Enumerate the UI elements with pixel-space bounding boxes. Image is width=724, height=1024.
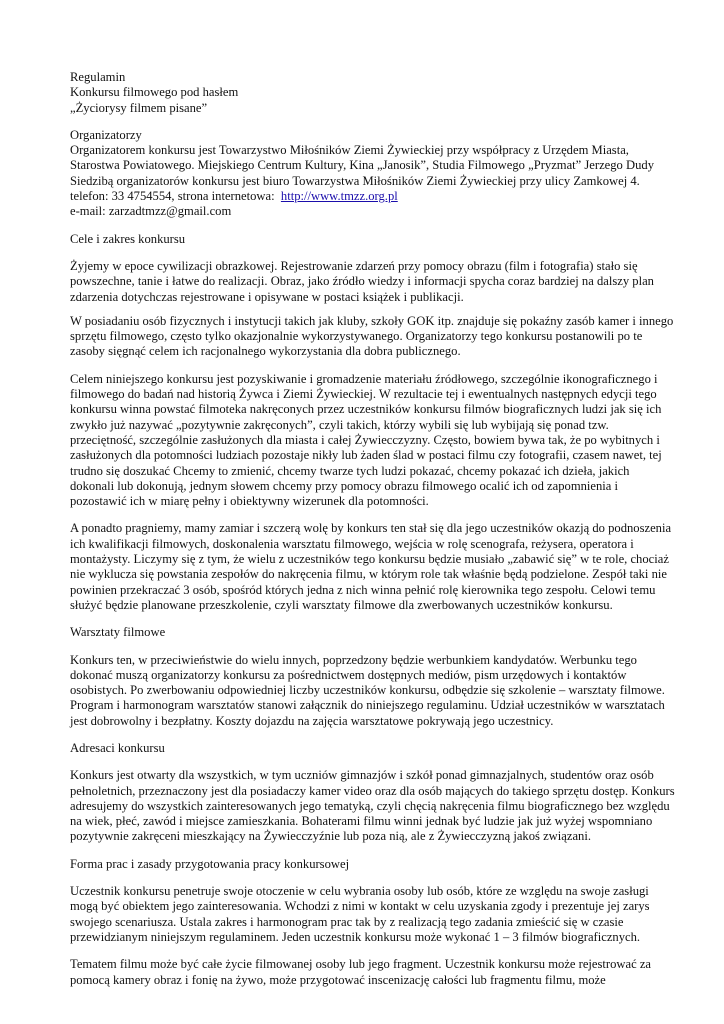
addressees-section bbox=[70, 741, 684, 845]
paragraph-line: zdarzenia dotychczas rejestrowane i opisywane w postaci książek i publikacji. bbox=[70, 289, 464, 304]
paragraph-line: Żyjemy w epoce cywilizacji obrazkowej. Rejestrowanie zdarzeń przy pomocy obrazu (film i fotografia) stało się bbox=[70, 258, 638, 273]
paragraph-line: pełnoletnich, przeznaczony jest dla posiadaczy kamer video oraz dla osób mających do takiego sprzętu dostęp. Konkurs bbox=[70, 783, 675, 798]
goals-paragraph bbox=[70, 259, 684, 305]
form-paragraph bbox=[70, 957, 684, 988]
paragraph-line: dokonać muszą organizatorzy konkursu za pośrednictwem dostępnych mediów, pism urzędowych i kontaktów bbox=[70, 667, 627, 682]
paragraph-line: adresujemy do wszystkich zainteresowanych jego tematyką, czyli chęcią nakręcenia filmu biograficznego bez względu bbox=[70, 798, 670, 813]
paragraph-line: dokonali lub dokonują, jednym słowem chcemy przy pomocy obrazu filmowego ocalić ich od zapomnienia i bbox=[70, 478, 619, 493]
section-heading-organizers: Organizatorzy bbox=[70, 127, 142, 142]
paragraph-line: zwykło już nazywać „pozytywnie zakręconych”, czyli takich, którzy wybili się lub wybijają się ponad tzw. bbox=[70, 417, 609, 432]
paragraph-line: Tematem filmu może być całe życie filmowanej osoby lub jego fragment. Uczestnik konkursu może rejestrować za bbox=[70, 957, 652, 972]
organizers-line: Starostwa Powiatowego. Miejskiego Centrum Kultury, Kina „Janosik”, Studia Filmowego „Pryzmat” Jerzego Dudy bbox=[70, 158, 654, 173]
paragraph-line: montażysty. Liczymy się z tym, że wielu z uczestników tego konkursu będzie musiało „zabawić się” w te role, chociaż bbox=[70, 552, 669, 567]
paragraph-line: mogą być obiektem jego zainteresowania. Wchodzi z nimi w kontakt w celu uzyskania zgody i prezentuje jej zarys bbox=[70, 899, 650, 914]
paragraph-line: powinien przekraczać 3 osób, spośród których jedna z nich winna pełnić rolę kierownika tego zespołu. Celowi temu bbox=[70, 582, 656, 597]
paragraph-line: nie wyklucza się powstania zespołów do nakręcenia filmu, w którym role tak właśnie będą podzielone. Zespół taki nie bbox=[70, 567, 667, 582]
form-section bbox=[70, 857, 684, 988]
paragraph-line: przeciętność, szczególnie zasłużonych dla miasta i całej Żywiecczyzny. Często, bowiem bywa tak, że po wybitnych i bbox=[70, 432, 660, 447]
form-paragraph bbox=[70, 884, 684, 945]
paragraph-line: osobistych. Po zwerbowaniu odpowiedniej liczby uczestników konkursu, odbędzie się szkolenie – warsztaty filmowe. bbox=[70, 683, 665, 698]
paragraph-line: ich kwalifikacji filmowych, doskonalenia warsztatu filmowego, wejścia w rolę scenografa, reżysera, operatora i bbox=[70, 536, 634, 551]
paragraph-line: powszechne, tanie i łatwe do realizacji. Obraz, jako źródło wiedzy i informacji spycha coraz bardziej na dalszy plan bbox=[70, 274, 654, 289]
email-line: e-mail: zarzadtmzz@gmail.com bbox=[70, 204, 232, 219]
paragraph-line: konkursu winna powstać filmoteka nakręconych przez uczestników konkursu filmów biograficznych ludzi jak się ich bbox=[70, 402, 662, 417]
paragraph-line: trudno się doszukać Chcemy to zmienić, chcemy twarze tych ludzi pokazać, chcemy pokazać ich dzieła, jakich bbox=[70, 463, 630, 478]
paragraph-line: pozytywnie zakręceni mieszkający na Żywiecczyźnie lub poza nią, ale z Żywiecczyzną jakoś związani. bbox=[70, 829, 591, 844]
title-line: „Życiorysy filmem pisane” bbox=[70, 100, 208, 115]
paragraph-line: Program i harmonogram warsztatów stanowi załącznik do niniejszego regulaminu. Udział uczestników w warsztatach bbox=[70, 698, 665, 713]
contact-line bbox=[70, 189, 684, 204]
paragraph-line: Celem niniejszego konkursu jest pozyskiwanie i gromadzenie materiału źródłowego, szczególnie ikonograficznego i bbox=[70, 371, 658, 386]
section-heading-workshops: Warsztaty filmowe bbox=[70, 625, 166, 640]
goals-section bbox=[70, 232, 684, 614]
goals-paragraph bbox=[70, 372, 684, 510]
section-heading-goals: Cele i zakres konkursu bbox=[70, 231, 186, 246]
paragraph-line: A ponadto pragniemy, mamy zamiar i szczerą wolę by konkurs ten stał się dla jego uczestników okazją do podnoszenia bbox=[70, 521, 672, 536]
paragraph-line: pozostawić ich w miarę pełny i obiektywny wizerunek dla potomności. bbox=[70, 494, 429, 509]
paragraph-line: Uczestnik konkursu penetruje swoje otoczenie w celu wybrania osoby lub osób, które ze względu na swoje zasługi bbox=[70, 884, 649, 899]
section-heading-form: Forma prac i zasady przygotowania pracy konkursowej bbox=[70, 856, 350, 871]
workshops-section bbox=[70, 625, 684, 729]
paragraph-line: zasoby sięgnąć celem ich racjonalnego wykorzystania dla dobra publicznego. bbox=[70, 344, 461, 359]
paragraph-line: sprzętu filmowego, często tylko okazjonalnie wykorzystywanego. Organizatorzy tego konkursu postanowili po te bbox=[70, 329, 643, 344]
paragraph-line: filmowego do badań nad historią Żywca i Ziemi Żywieckiej. W rezultacie tej i ewentualnych następnych edycji tego bbox=[70, 387, 657, 402]
paragraph-line: pomocą kamery obraz i fonię na żywo, może przygotować inscenizację całości lub fragmentu filmu, może bbox=[70, 972, 606, 987]
paragraph-line: swojego scenariusza. Ustala zakres i harmonogram prac tak by z realizacją tego zadania zmieścić się w czasie bbox=[70, 914, 624, 929]
goals-paragraph bbox=[70, 314, 684, 360]
paragraph-line: służyć będzie planowane przeszkolenie, czyli warsztaty filmowe dla zwerbowanych uczestników konkursu. bbox=[70, 597, 613, 612]
paragraph-line: Konkurs jest otwarty dla wszystkich, w tym uczniów gimnazjów i szkół ponad gimnazjalnych, studentów oraz osób bbox=[70, 768, 654, 783]
organizers-section bbox=[70, 128, 684, 220]
title-line: Regulamin bbox=[70, 70, 126, 84]
phone-text: telefon: 33 4754554, strona internetowa: bbox=[70, 189, 281, 204]
organizers-line: Siedzibą organizatorów konkursu jest biuro Towarzystwa Miłośników Ziemi Żywieckiej przy ulicy Zamkowej 4. bbox=[70, 173, 640, 188]
paragraph-line: przewidzianym niniejszym regulaminem. Jeden uczestnik konkursu może wykonać 1 – 3 filmów biograficznych. bbox=[70, 929, 641, 944]
paragraph-line: jest dobrowolny i bezpłatny. Koszty dojazdu na zajęcia warsztatowe pokrywają jego uczestnicy. bbox=[70, 713, 554, 728]
title-line: Konkursu filmowego pod hasłem bbox=[70, 85, 239, 100]
document-title bbox=[70, 70, 684, 116]
paragraph-line: na wiek, płeć, zawód i miejsce zamieszkania. Bohaterami filmu winni jednak być ludzie jak już wyżej wspomniano bbox=[70, 814, 653, 829]
goals-paragraph bbox=[70, 521, 684, 613]
paragraph-line: Konkurs ten, w przeciwieństwie do wielu innych, poprzedzony będzie werbunkiem kandydatów. Werbunku tego bbox=[70, 652, 637, 667]
website-link[interactable]: http://www.tmzz.org.pl bbox=[280, 189, 398, 204]
organizers-line: Organizatorem konkursu jest Towarzystwo Miłośników Ziemi Żywieckiej przy współpracy z Urzędem Miasta, bbox=[70, 143, 629, 158]
paragraph-line: W posiadaniu osób fizycznych i instytucji takich jak kluby, szkoły GOK itp. znajduje się pokaźny zasób kamer i innego bbox=[70, 313, 674, 328]
paragraph-line: zasłużonych dla potomności ludziach pozostaje nikły lub żaden ślad w postaci filmu czy fotografii, czasem nawet, tej bbox=[70, 448, 662, 463]
section-heading-addressees: Adresaci konkursu bbox=[70, 740, 165, 755]
